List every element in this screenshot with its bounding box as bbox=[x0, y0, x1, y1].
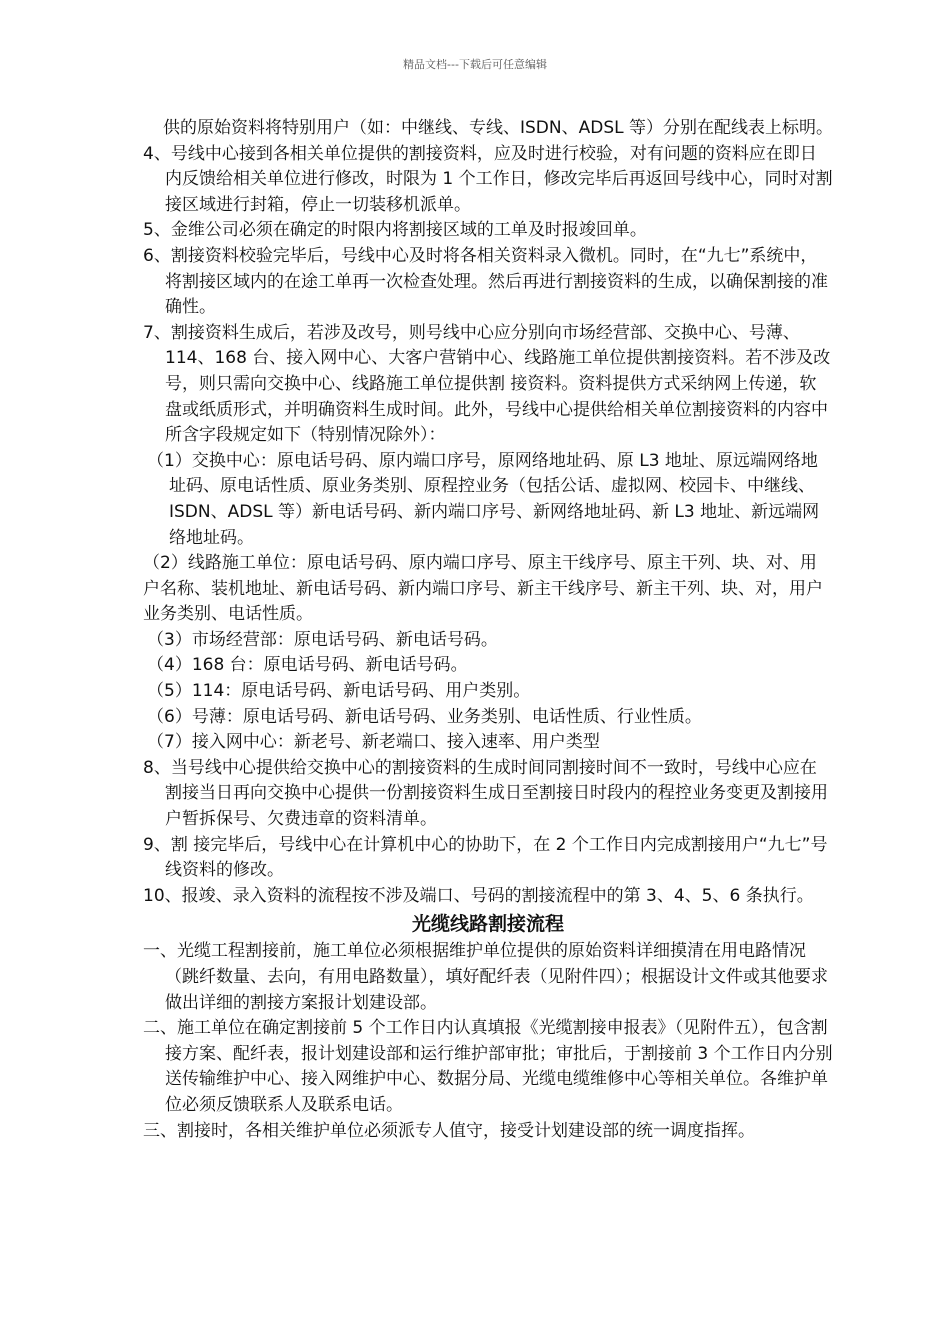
paragraph: 一、光缆工程割接前，施工单位必须根据维护单位提供的原始资料详细摸清在用电路情况（跳纤数量、去向，有用电路数量），填好配纤表（见附件四）；根据设计文件或其他要求做出详细的割接方案报计划建设部。 bbox=[143, 941, 828, 1013]
cutover-procedure-list bbox=[143, 116, 833, 909]
paragraph: 二、施工单位在确定割接前 5 个工作日内认真填报《光缆割接申报表》（见附件五），包含割接方案、配纤表，报计划建设部和运行维护部审批；审批后，于割接前 3 个工作日内分别送传输维护中心、接入网维护中心、数据分局、光缆电缆维修中心等相关单位。各维护单位必须反馈联系人及联系电话。 bbox=[143, 1018, 833, 1115]
paragraph: （6）号薄：原电话号码、新电话号码、业务类别、电话性质、行业性质。 bbox=[147, 706, 702, 727]
paragraph: 6、割接资料校验完毕后，号线中心及时将各相关资料录入微机。同时，在“九七”系统中，将割接区域内的在途工单再一次检查处理。然后再进行割接资料的生成，以确保割接的准确性。 bbox=[143, 245, 828, 318]
page-header: 精品文档---下载后可任意编辑 bbox=[403, 58, 547, 71]
section-title: 光缆线路割接流程 bbox=[411, 913, 564, 936]
paragraph: （3）市场经营部：原电话号码、新电话号码。 bbox=[147, 629, 498, 650]
paragraph: 9、割 接完毕后，号线中心在计算机中心的协助下，在 2 个工作日内完成割接用户“九七”号线资料的修改。 bbox=[143, 834, 828, 881]
paragraph: （7）接入网中心：新老号、新老端口、接入速率、用户类型 bbox=[147, 732, 600, 753]
paragraph: （1）交换中心：原电话号码、原内端口序号，原网络地址码、原 L3 地址、原远端网络地址码、原电话性质、原业务类别、原程控业务（包括公话、虚拟网、校园卡、中继线、ISDN、ADSL 等）新电话号码、新内端口序号、新网络地址码、新 L3 地址、新远端网络地址码。 bbox=[147, 450, 820, 548]
paragraph: 4、号线中心接到各相关单位提供的割接资料，应及时进行校验，对有问题的资料应在即日内反馈给相关单位进行修改，时限为 1 个工作日，修改完毕后再返回号线中心，同时对割接区域进行封箱，停止一切装移机派单。 bbox=[143, 143, 833, 215]
fiber-cutover-procedure-list bbox=[143, 939, 833, 1144]
paragraph: （2）线路施工单位：原电话号码、原内端口序号、原主干线序号、原主干列、块、对、用户名称、装机地址、新电话号码、新内端口序号、新主干线序号、新主干列、块、对，用户业务类别、电话性质。 bbox=[143, 553, 823, 625]
paragraph: 三、割接时，各相关维护单位必须派专人值守，接受计划建设部的统一调度指挥。 bbox=[143, 1120, 755, 1141]
paragraph: 供的原始资料将特别用户（如：中继线、专线、ISDN、ADSL 等）分别在配线表上标明。 bbox=[163, 118, 833, 138]
document-body bbox=[143, 116, 833, 1144]
paragraph: （5）114：原电话号码、新电话号码、用户类别。 bbox=[147, 681, 531, 702]
paragraph: 7、割接资料生成后，若涉及改号，则号线中心应分别向市场经营部、交换中心、号薄、114、168 台、接入网中心、大客户营销中心、线路施工单位提供割接资料。若不涉及改号，则只需向交换中心、线路施工单位提供割 接资料。资料提供方式采纳网上传递，软盘或纸质形式，并明确资料生成时间。此外，号线中心提供给相关单位割接资料的内容中所含字段规定如下（特别情况除外）： bbox=[143, 322, 831, 446]
paragraph: 8、当号线中心提供给交换中心的割接资料的生成时间同割接时间不一致时，号线中心应在割接当日再向交换中心提供一份割接资料生成日至割接日时段内的程控业务变更及割接用户暂拆保号、欠费违章的资料清单。 bbox=[143, 757, 828, 830]
paragraph: （4）168 台：原电话号码、新电话号码。 bbox=[147, 655, 468, 676]
paragraph: 10、报竣、录入资料的流程按不涉及端口、号码的割接流程中的第 3、4、5、6 条执行。 bbox=[143, 885, 814, 906]
paragraph: 5、金维公司必须在确定的时限内将割接区域的工单及时报竣回单。 bbox=[143, 220, 647, 241]
